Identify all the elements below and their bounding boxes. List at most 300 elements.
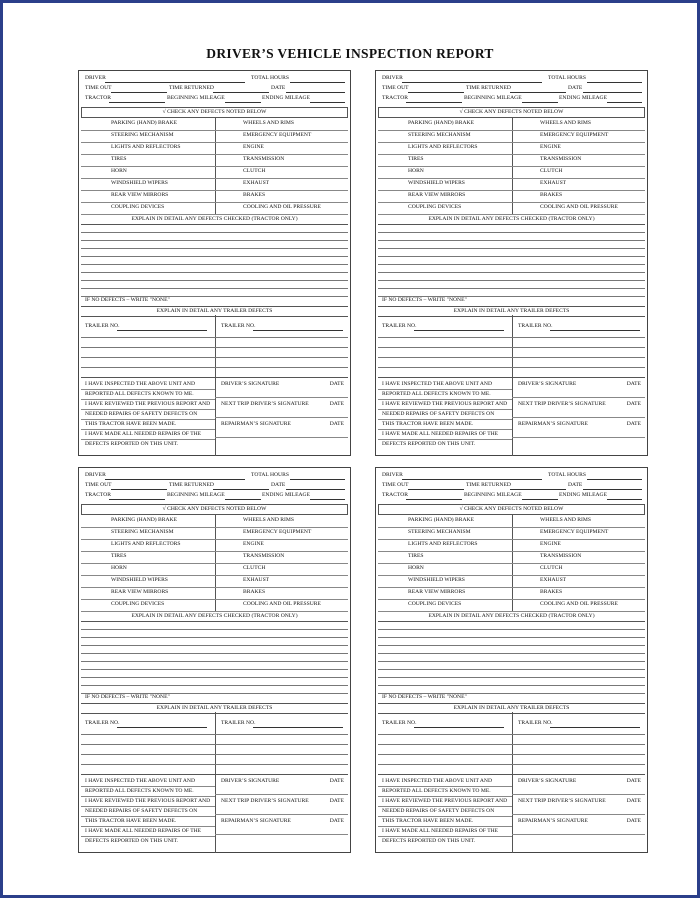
trailer-no-label: TRAILER NO. (221, 720, 256, 726)
trailer-note-line[interactable] (378, 357, 645, 358)
repairman-signature-field[interactable] (512, 834, 645, 835)
note-line (378, 661, 645, 662)
time-out-label: TIME OUT (382, 482, 409, 488)
note-line (81, 264, 348, 265)
certification-section (378, 774, 645, 853)
note-line (378, 685, 645, 686)
certification-text: NEEDED REPAIRS OF SAFETY DEFECTS ON (85, 411, 198, 417)
note-line (378, 669, 645, 670)
defects-checklist (81, 117, 348, 215)
defect-item: PARKING (HAND) BRAKE (408, 517, 474, 523)
total-hours-label: TOTAL HOURS (548, 75, 586, 81)
trailer-no-label: TRAILER NO. (518, 323, 553, 329)
explain-tractor-header: EXPLAIN IN DETAIL ANY DEFECTS CHECKED (TRACTOR ONLY) (378, 215, 645, 225)
defect-row[interactable] (378, 202, 645, 215)
next-trip-signature-field[interactable] (512, 417, 645, 418)
repairman-signature-field[interactable] (512, 437, 645, 438)
defect-item: EXHAUST (540, 577, 567, 583)
next-trip-signature-field[interactable] (215, 417, 348, 418)
tractor-row (382, 96, 641, 104)
explain-trailer-header: EXPLAIN IN DETAIL ANY TRAILER DEFECTS (378, 306, 645, 317)
row-line (378, 389, 512, 390)
trailer-note-line[interactable] (81, 357, 348, 358)
note-line (81, 272, 348, 273)
note-line (378, 264, 645, 265)
certification-text: REPORTED ALL DEFECTS KNOWN TO ME. (382, 391, 491, 397)
trailer-no-field[interactable] (117, 727, 207, 728)
tractor-label: TRACTOR (85, 492, 112, 498)
trailer-note-line[interactable] (81, 764, 348, 765)
explain-tractor-header: EXPLAIN IN DETAIL ANY DEFECTS CHECKED (TRACTOR ONLY) (81, 612, 348, 622)
note-line (81, 645, 348, 646)
row-line (81, 389, 215, 390)
defect-item: WINDSHIELD WIPERS (408, 577, 465, 583)
defect-item: COOLING AND OIL PRESSURE (540, 601, 618, 607)
trailer-note-line[interactable] (378, 347, 645, 348)
driver-signature-field[interactable] (512, 794, 645, 795)
defect-item: TIRES (408, 553, 424, 559)
defect-item: WHEELS AND RIMS (243, 120, 294, 126)
trailer-note-line[interactable] (378, 744, 645, 745)
trailer-no-field[interactable] (414, 727, 504, 728)
certification-text: I HAVE MADE ALL NEEDED REPAIRS OF THE (382, 431, 499, 437)
defect-item: COUPLING DEVICES (408, 204, 462, 210)
trailer-note-line[interactable] (81, 734, 348, 735)
note-line (81, 669, 348, 670)
note-line (81, 288, 348, 289)
certification-text: DEFECTS REPORTED ON THIS UNIT. (85, 441, 179, 447)
driver-signature-field[interactable] (215, 794, 348, 795)
defects-checklist (378, 117, 645, 215)
defect-item: EMERGENCY EQUIPMENT (243, 132, 312, 138)
explain-trailer-header: EXPLAIN IN DETAIL ANY TRAILER DEFECTS (81, 703, 348, 714)
repairman-signature-label: REPAIRMAN’S SIGNATURE (518, 421, 588, 427)
trailer-section (378, 315, 645, 377)
defects-checklist (378, 514, 645, 612)
time-returned-label: TIME RETURNED (169, 85, 214, 91)
note-line (81, 240, 348, 241)
no-defects-note: IF NO DEFECTS – WRITE "NONE" (382, 694, 467, 700)
certification-text: REPORTED ALL DEFECTS KNOWN TO ME. (85, 788, 194, 794)
defect-item: REAR VIEW MIRRORS (408, 589, 466, 595)
note-line (378, 232, 645, 233)
defect-item: EMERGENCY EQUIPMENT (243, 529, 312, 535)
tractor-notes-area[interactable] (378, 621, 645, 693)
trailer-note-line[interactable] (81, 754, 348, 755)
next-trip-signature-label: NEXT TRIP DRIVER’S SIGNATURE (518, 401, 606, 407)
certification-text: I HAVE REVIEWED THE PREVIOUS REPORT AND (85, 798, 211, 804)
tractor-row (85, 493, 344, 501)
defect-item: TRANSMISSION (540, 553, 582, 559)
note-line (378, 272, 645, 273)
ending-mileage-label: ENDING MILEAGE (559, 95, 608, 101)
ending-mileage-field[interactable] (310, 102, 345, 103)
repairman-signature-label: REPAIRMAN’S SIGNATURE (221, 818, 291, 824)
trailer-no-label: TRAILER NO. (518, 720, 553, 726)
tractor-row (382, 493, 641, 501)
time-out-field[interactable] (111, 92, 167, 93)
defect-item: CLUTCH (243, 565, 266, 571)
tractor-field[interactable] (109, 499, 165, 500)
driver-signature-field[interactable] (512, 397, 645, 398)
defect-item: CLUTCH (540, 168, 563, 174)
defect-item: LIGHTS AND REFLECTORS (111, 541, 181, 547)
tractor-label: TRACTOR (382, 492, 409, 498)
date-label: DATE (329, 381, 344, 387)
note-line (81, 248, 348, 249)
note-line (81, 232, 348, 233)
ending-mileage-label: ENDING MILEAGE (559, 492, 608, 498)
trailer-no-label: TRAILER NO. (382, 323, 417, 329)
defect-item: CLUTCH (243, 168, 266, 174)
defect-item: EXHAUST (243, 577, 270, 583)
defect-item: BRAKES (243, 589, 266, 595)
certification-text: I HAVE MADE ALL NEEDED REPAIRS OF THE (85, 431, 202, 437)
defect-item: TIRES (111, 156, 127, 162)
total-hours-field[interactable] (290, 82, 345, 83)
defect-row[interactable] (81, 599, 348, 612)
time-returned-field[interactable] (510, 489, 566, 490)
check-defects-header: √ CHECK ANY DEFECTS NOTED BELOW (378, 107, 645, 118)
ending-mileage-field[interactable] (310, 499, 345, 500)
driver-signature-field[interactable] (215, 397, 348, 398)
check-defects-header: √ CHECK ANY DEFECTS NOTED BELOW (81, 107, 348, 118)
row-line (81, 826, 215, 827)
total-hours-field[interactable] (290, 479, 345, 480)
trailer-no-field[interactable] (550, 727, 640, 728)
tractor-notes-area[interactable] (81, 224, 348, 296)
defect-item: COOLING AND OIL PRESSURE (243, 204, 321, 210)
date-field[interactable] (583, 489, 642, 490)
row-line (378, 439, 512, 440)
tractor-field[interactable] (109, 102, 165, 103)
driver-label: DRIVER (85, 75, 106, 81)
certification-text: I HAVE REVIEWED THE PREVIOUS REPORT AND (382, 401, 508, 407)
date-field[interactable] (286, 92, 345, 93)
driver-label: DRIVER (85, 472, 106, 478)
no-defects-note: IF NO DEFECTS – WRITE "NONE" (85, 694, 170, 700)
row-line (378, 399, 512, 400)
driver-row (85, 76, 344, 84)
defect-item: REAR VIEW MIRRORS (111, 192, 169, 198)
row-line (81, 786, 215, 787)
certification-text: I HAVE MADE ALL NEEDED REPAIRS OF THE (85, 828, 202, 834)
date-label: DATE (329, 798, 344, 804)
note-line (378, 645, 645, 646)
driver-signature-label: DRIVER’S SIGNATURE (221, 778, 280, 784)
time-out-label: TIME OUT (382, 85, 409, 91)
date-field[interactable] (286, 489, 345, 490)
note-line (81, 280, 348, 281)
time-row (85, 86, 344, 94)
total-hours-label: TOTAL HOURS (251, 472, 289, 478)
defect-item: REAR VIEW MIRRORS (408, 192, 466, 198)
defect-item: LIGHTS AND REFLECTORS (111, 144, 181, 150)
trailer-no-label: TRAILER NO. (85, 323, 120, 329)
driver-signature-label: DRIVER’S SIGNATURE (518, 381, 577, 387)
note-line (81, 629, 348, 630)
tractor-row (85, 96, 344, 104)
certification-text: I HAVE MADE ALL NEEDED REPAIRS OF THE (382, 828, 499, 834)
row-line (81, 419, 215, 420)
certification-text: THIS TRACTOR HAVE BEEN MADE. (85, 818, 177, 824)
trailer-note-line[interactable] (81, 367, 348, 368)
note-line (378, 256, 645, 257)
driver-row (85, 473, 344, 481)
note-line (81, 677, 348, 678)
total-hours-field[interactable] (587, 82, 642, 83)
note-line (81, 256, 348, 257)
time-row (382, 86, 641, 94)
certification-text: DEFECTS REPORTED ON THIS UNIT. (382, 838, 476, 844)
date-label: DATE (568, 85, 583, 91)
note-line (378, 288, 645, 289)
time-row (85, 483, 344, 491)
trailer-section (81, 712, 348, 774)
certification-text: I HAVE INSPECTED THE ABOVE UNIT AND (85, 381, 196, 387)
defect-item: TRANSMISSION (243, 156, 285, 162)
date-label: DATE (626, 421, 641, 427)
note-line (378, 653, 645, 654)
driver-row (382, 76, 641, 84)
note-line (378, 637, 645, 638)
certification-text: I HAVE INSPECTED THE ABOVE UNIT AND (85, 778, 196, 784)
beginning-mileage-label: BEGINNING MILEAGE (167, 95, 225, 101)
row-line (378, 806, 512, 807)
date-label: DATE (626, 401, 641, 407)
row-line (81, 806, 215, 807)
defect-item: REAR VIEW MIRRORS (111, 589, 169, 595)
ending-mileage-field[interactable] (607, 499, 642, 500)
date-field[interactable] (583, 92, 642, 93)
explain-tractor-header: EXPLAIN IN DETAIL ANY DEFECTS CHECKED (TRACTOR ONLY) (378, 612, 645, 622)
time-out-field[interactable] (111, 489, 167, 490)
explain-tractor-header: EXPLAIN IN DETAIL ANY DEFECTS CHECKED (TRACTOR ONLY) (81, 215, 348, 225)
driver-field[interactable] (105, 82, 245, 83)
driver-field[interactable] (105, 479, 245, 480)
date-label: DATE (626, 798, 641, 804)
no-defects-note: IF NO DEFECTS – WRITE "NONE" (382, 297, 467, 303)
time-returned-label: TIME RETURNED (466, 85, 511, 91)
trailer-no-field[interactable] (550, 330, 640, 331)
trailer-no-field[interactable] (253, 330, 343, 331)
date-label: DATE (329, 778, 344, 784)
row-line (378, 786, 512, 787)
certification-text: NEEDED REPAIRS OF SAFETY DEFECTS ON (85, 808, 198, 814)
beginning-mileage-field[interactable] (522, 499, 558, 500)
trailer-note-line[interactable] (378, 754, 645, 755)
tractor-field[interactable] (406, 102, 462, 103)
driver-field[interactable] (402, 82, 542, 83)
tractor-field[interactable] (406, 499, 462, 500)
defect-item: STEERING MECHANISM (111, 529, 174, 535)
trailer-note-line[interactable] (378, 337, 645, 338)
driver-label: DRIVER (382, 75, 403, 81)
certification-section (378, 377, 645, 456)
defect-item: WHEELS AND RIMS (540, 517, 591, 523)
time-returned-field[interactable] (213, 489, 269, 490)
row-line (81, 816, 215, 817)
total-hours-field[interactable] (587, 479, 642, 480)
note-line (81, 653, 348, 654)
certification-text: I HAVE INSPECTED THE ABOVE UNIT AND (382, 778, 493, 784)
defect-item: EXHAUST (540, 180, 567, 186)
row-line (81, 429, 215, 430)
defects-checklist (81, 514, 348, 612)
date-label: DATE (329, 401, 344, 407)
defect-item: PARKING (HAND) BRAKE (111, 120, 177, 126)
defect-item: BRAKES (243, 192, 266, 198)
date-label: DATE (626, 778, 641, 784)
row-line (81, 836, 215, 837)
row-line (378, 816, 512, 817)
trailer-note-line[interactable] (378, 764, 645, 765)
time-out-label: TIME OUT (85, 482, 112, 488)
ending-mileage-label: ENDING MILEAGE (262, 95, 311, 101)
tractor-notes-area[interactable] (81, 621, 348, 693)
trailer-note-line[interactable] (378, 734, 645, 735)
explain-trailer-header: EXPLAIN IN DETAIL ANY TRAILER DEFECTS (378, 703, 645, 714)
next-trip-signature-label: NEXT TRIP DRIVER’S SIGNATURE (221, 798, 309, 804)
driver-label: DRIVER (382, 472, 403, 478)
defect-item: CLUTCH (540, 565, 563, 571)
trailer-no-field[interactable] (414, 330, 504, 331)
defect-item: BRAKES (540, 192, 563, 198)
defect-item: TRANSMISSION (540, 156, 582, 162)
driver-field[interactable] (402, 479, 542, 480)
time-out-label: TIME OUT (85, 85, 112, 91)
tractor-label: TRACTOR (85, 95, 112, 101)
inspection-form-2 (375, 70, 648, 456)
tractor-label: TRACTOR (382, 95, 409, 101)
note-line (378, 240, 645, 241)
trailer-section (81, 315, 348, 377)
certification-text: REPORTED ALL DEFECTS KNOWN TO ME. (382, 788, 491, 794)
trailer-no-field[interactable] (117, 330, 207, 331)
time-returned-field[interactable] (510, 92, 566, 93)
row-line (378, 429, 512, 430)
beginning-mileage-field[interactable] (225, 102, 261, 103)
explain-trailer-header: EXPLAIN IN DETAIL ANY TRAILER DEFECTS (81, 306, 348, 317)
repairman-signature-field[interactable] (215, 834, 348, 835)
trailer-section (378, 712, 645, 774)
date-label: DATE (329, 421, 344, 427)
note-line (81, 637, 348, 638)
note-line (378, 629, 645, 630)
next-trip-signature-label: NEXT TRIP DRIVER’S SIGNATURE (518, 798, 606, 804)
certification-text: DEFECTS REPORTED ON THIS UNIT. (85, 838, 179, 844)
defect-item: TRANSMISSION (243, 553, 285, 559)
certification-text: NEEDED REPAIRS OF SAFETY DEFECTS ON (382, 808, 495, 814)
trailer-note-line[interactable] (81, 347, 348, 348)
date-label: DATE (626, 381, 641, 387)
defect-item: PARKING (HAND) BRAKE (408, 120, 474, 126)
beginning-mileage-label: BEGINNING MILEAGE (464, 492, 522, 498)
row-line (81, 399, 215, 400)
beginning-mileage-label: BEGINNING MILEAGE (167, 492, 225, 498)
defect-row[interactable] (81, 202, 348, 215)
driver-row (382, 473, 641, 481)
date-label: DATE (568, 482, 583, 488)
trailer-note-line[interactable] (81, 337, 348, 338)
defect-item: PARKING (HAND) BRAKE (111, 517, 177, 523)
beginning-mileage-label: BEGINNING MILEAGE (464, 95, 522, 101)
trailer-no-label: TRAILER NO. (382, 720, 417, 726)
repairman-signature-field[interactable] (215, 437, 348, 438)
tractor-notes-area[interactable] (378, 224, 645, 296)
defect-item: COOLING AND OIL PRESSURE (243, 601, 321, 607)
trailer-note-line[interactable] (81, 744, 348, 745)
row-line (81, 409, 215, 410)
defect-item: COUPLING DEVICES (111, 601, 165, 607)
inspection-form-4 (375, 467, 648, 853)
repairman-signature-label: REPAIRMAN’S SIGNATURE (518, 818, 588, 824)
defect-item: ENGINE (540, 541, 561, 547)
next-trip-signature-field[interactable] (512, 814, 645, 815)
row-line (378, 826, 512, 827)
time-returned-field[interactable] (213, 92, 269, 93)
defect-item: STEERING MECHANISM (408, 529, 471, 535)
defect-item: WINDSHIELD WIPERS (111, 180, 168, 186)
certification-text: I HAVE REVIEWED THE PREVIOUS REPORT AND (382, 798, 508, 804)
date-label: DATE (329, 818, 344, 824)
defect-item: WHEELS AND RIMS (243, 517, 294, 523)
defect-item: WHEELS AND RIMS (540, 120, 591, 126)
driver-signature-label: DRIVER’S SIGNATURE (221, 381, 280, 387)
defect-item: WINDSHIELD WIPERS (408, 180, 465, 186)
defect-item: TIRES (408, 156, 424, 162)
defect-item: BRAKES (540, 589, 563, 595)
date-label: DATE (271, 85, 286, 91)
beginning-mileage-field[interactable] (225, 499, 261, 500)
next-trip-signature-field[interactable] (215, 814, 348, 815)
inspection-form-3 (78, 467, 351, 853)
row-line (378, 796, 512, 797)
certification-text: I HAVE REVIEWED THE PREVIOUS REPORT AND (85, 401, 211, 407)
defect-item: COUPLING DEVICES (111, 204, 165, 210)
defect-item: ENGINE (243, 144, 264, 150)
certification-section (81, 774, 348, 853)
certification-text: I HAVE INSPECTED THE ABOVE UNIT AND (382, 381, 493, 387)
note-line (378, 280, 645, 281)
defect-item: WINDSHIELD WIPERS (111, 577, 168, 583)
defect-item: ENGINE (540, 144, 561, 150)
time-row (382, 483, 641, 491)
ending-mileage-field[interactable] (607, 102, 642, 103)
check-defects-header: √ CHECK ANY DEFECTS NOTED BELOW (378, 504, 645, 515)
certification-section (81, 377, 348, 456)
trailer-note-line[interactable] (378, 367, 645, 368)
defect-item: EXHAUST (243, 180, 270, 186)
next-trip-signature-label: NEXT TRIP DRIVER’S SIGNATURE (221, 401, 309, 407)
time-out-field[interactable] (408, 489, 464, 490)
time-returned-label: TIME RETURNED (169, 482, 214, 488)
total-hours-label: TOTAL HOURS (251, 75, 289, 81)
defect-item: LIGHTS AND REFLECTORS (408, 144, 478, 150)
defect-item: EMERGENCY EQUIPMENT (540, 132, 609, 138)
date-label: DATE (271, 482, 286, 488)
defect-row[interactable] (378, 599, 645, 612)
beginning-mileage-field[interactable] (522, 102, 558, 103)
certification-text: REPORTED ALL DEFECTS KNOWN TO ME. (85, 391, 194, 397)
trailer-no-label: TRAILER NO. (221, 323, 256, 329)
trailer-no-field[interactable] (253, 727, 343, 728)
note-line (81, 661, 348, 662)
row-line (378, 419, 512, 420)
row-line (81, 796, 215, 797)
defect-item: ENGINE (243, 541, 264, 547)
time-out-field[interactable] (408, 92, 464, 93)
